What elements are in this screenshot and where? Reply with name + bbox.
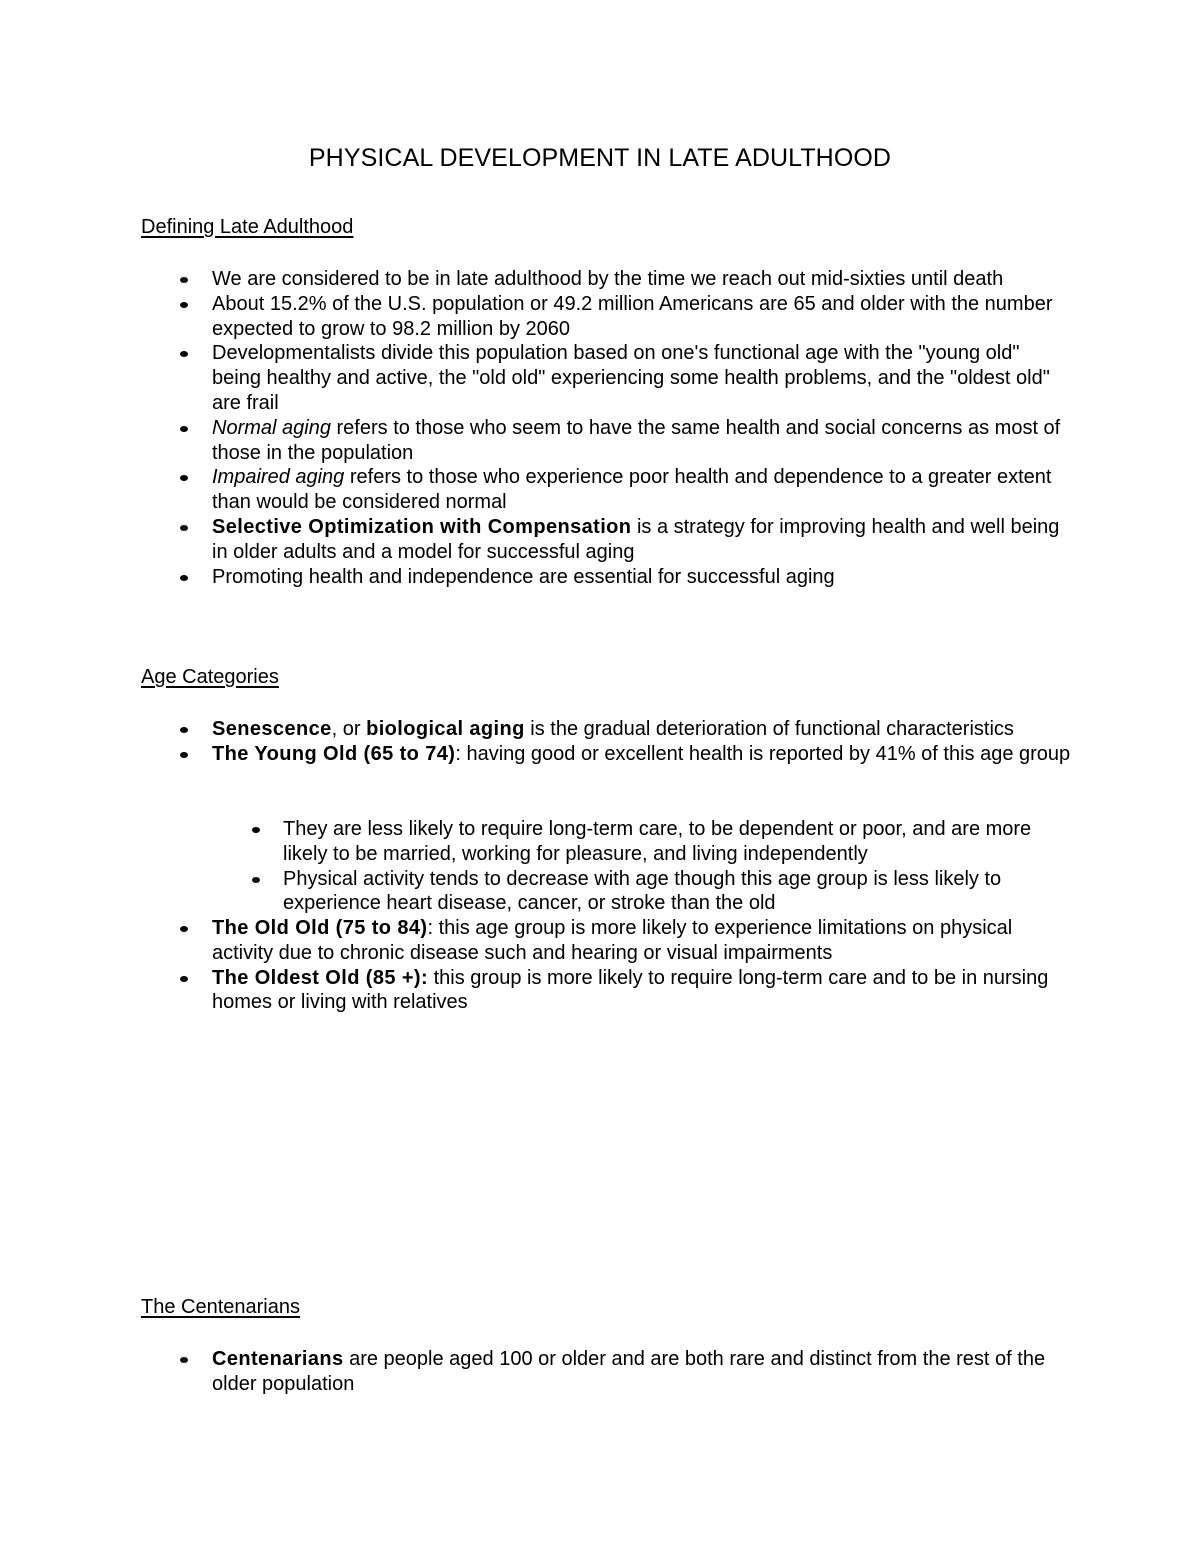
bullet-icon (252, 827, 260, 833)
bullet-icon (180, 1357, 188, 1363)
list-item: Developmentalists divide this population based on one's functional age with the "young old" being healthy and active, the "old old" experiencing some health problems, and the "oldest old" are frail (212, 341, 1072, 415)
list-item: Impaired aging refers to those who experience poor health and dependence to a greater extent than would be considered normal (212, 465, 1072, 515)
list-item: Senescence, or biological aging is the gradual deterioration of functional characteristics (212, 717, 1072, 742)
section-heading-centenarians: The Centenarians (141, 1296, 300, 1318)
term-soc: Selective Optimization with Compensation (212, 515, 632, 538)
sub-list-item: They are less likely to require long-term care, to be dependent or poor, and are more likely to be married, working for pleasure, and living independently (283, 817, 1073, 867)
list-item: Selective Optimization with Compensation is a strategy for improving health and well being in older adults and a model for successful aging (212, 515, 1072, 565)
age-categories-list-continued (212, 916, 1072, 1015)
list-item: The Young Old (65 to 74): having good or excellent health is reported by 41% of this age group (212, 742, 1072, 767)
bullet-icon (180, 926, 188, 932)
bullet-icon (180, 976, 188, 982)
list-item: The Oldest Old (85 +): this group is more likely to require long-term care and to be in nursing homes or living with relatives (212, 966, 1072, 1016)
bullet-icon (180, 277, 188, 283)
bullet-icon (180, 575, 188, 581)
bullet-icon (180, 752, 188, 758)
section-heading-age-categories: Age Categories (141, 666, 279, 688)
sub-list-item: Physical activity tends to decrease with age though this age group is less likely to experience heart disease, cancer, or stroke than the old (283, 867, 1073, 917)
bullet-icon (180, 426, 188, 432)
defining-list (212, 267, 1072, 589)
bullet-icon (180, 525, 188, 531)
page-title: PHYSICAL DEVELOPMENT IN LATE ADULTHOOD (308, 144, 892, 172)
term-normal-aging: Normal aging (212, 416, 331, 439)
bullet-icon (180, 351, 188, 357)
list-item: We are considered to be in late adulthood by the time we reach out mid-sixties until death (212, 267, 1072, 292)
list-item: Promoting health and independence are essential for successful aging (212, 565, 1072, 590)
young-old-sublist (283, 817, 1073, 916)
list-item: About 15.2% of the U.S. population or 49.2 million Americans are 65 and older with the number expected to grow to 98.2 million by 2060 (212, 292, 1072, 342)
age-categories-list (212, 717, 1072, 767)
bullet-icon (252, 877, 260, 883)
bullet-icon (180, 302, 188, 308)
bullet-icon (180, 727, 188, 733)
list-item: Centenarians are people aged 100 or older and are both rare and distinct from the rest of the older population (212, 1347, 1072, 1397)
term-impaired-aging: Impaired aging (212, 466, 345, 489)
bullet-icon (180, 475, 188, 481)
list-item: The Old Old (75 to 84): this age group is more likely to experience limitations on physical activity due to chronic disease such and hearing or visual impairments (212, 916, 1072, 966)
section-heading-defining: Defining Late Adulthood (141, 216, 354, 238)
list-item: Normal aging refers to those who seem to have the same health and social concerns as most of those in the population (212, 416, 1072, 466)
centenarians-list (212, 1347, 1072, 1397)
